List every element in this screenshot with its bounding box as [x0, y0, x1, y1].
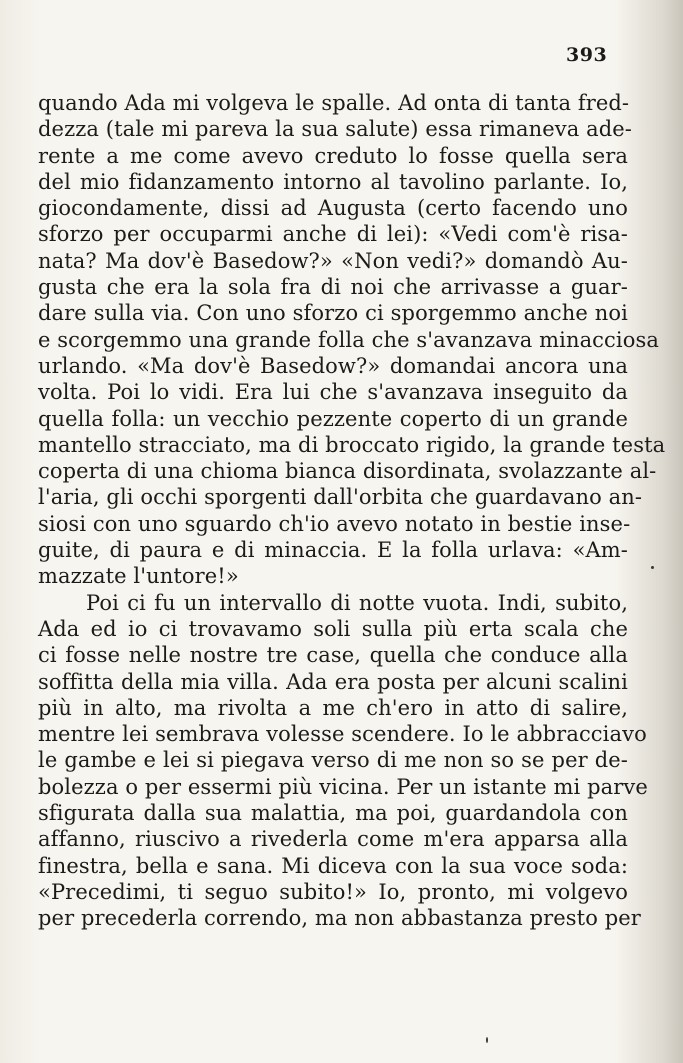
text-line: guite, di paura e di minaccia. E la folla urlava: «Am-: [38, 538, 628, 563]
text-line: giocondamente, dissi ad Augusta (certo facendo uno: [38, 196, 628, 221]
text-line: mantello stracciato, ma di broccato rigido, la grande testa: [38, 432, 666, 457]
text-line-paragraph-start: Poi ci fu un intervallo di notte vuota. Indi, subito,: [86, 590, 628, 615]
text-line: urlando. «Ma dov'è Basedow?» domandai ancora una: [38, 353, 628, 378]
text-line: soffitta della mia villa. Ada era posta per alcuni scalini: [38, 669, 628, 694]
text-line: affanno, riuscivo a rivederla come m'era apparsa alla: [38, 827, 628, 852]
text-line: «Precedimi, ti seguo subito!» Io, pronto, mi volgevo: [38, 879, 628, 904]
text-line: finestra, bella e sana. Mi diceva con la sua voce soda:: [38, 853, 628, 878]
text-line: sforzo per occuparmi anche di lei): «Vedi com'è risa-: [38, 222, 628, 247]
text-line: nata? Ma dov'è Basedow?» «Non vedi?» domandò Au-: [38, 248, 628, 273]
text-line: sfigurata dalla sua malattia, ma poi, guardandola con: [38, 801, 628, 826]
text-line: rente a me come avevo creduto lo fosse quella sera: [38, 143, 628, 168]
scan-speck: [486, 1037, 488, 1043]
text-line: coperta di una chioma bianca disordinata, svolazzante al-: [38, 459, 657, 484]
text-line: e scorgemmo una grande folla che s'avanzava minacciosa: [38, 327, 659, 352]
text-line: del mio fidanzamento intorno al tavolino parlante. Io,: [38, 169, 628, 194]
text-line: quella folla: un vecchio pezzente coperto di un grande: [38, 406, 628, 431]
text-line: ci fosse nelle nostre tre case, quella che conduce alla: [38, 643, 628, 668]
text-line: dezza (tale mi pareva la sua salute) essa rimaneva ade-: [38, 117, 633, 142]
text-line: siosi con uno sguardo ch'io avevo notato in bestie inse-: [38, 511, 631, 536]
text-line: bolezza o per essermi più vicina. Per un istante mi parve: [38, 774, 648, 799]
text-line-paragraph-end: mazzate l'untore!»: [38, 564, 239, 589]
text-line: dare sulla via. Con uno sforzo ci sporgemmo anche noi: [38, 301, 628, 326]
text-line: mentre lei sembrava volesse scendere. Io le abbracciavo: [38, 722, 647, 747]
text-line: le gambe e lei si piegava verso di me non so se per de-: [38, 748, 628, 773]
body-text: [38, 90, 666, 932]
text-line: gusta che era la sola fra di noi che arrivasse a guar-: [38, 275, 628, 300]
text-line: volta. Poi lo vidi. Era lui che s'avanzava inseguito da: [38, 380, 628, 405]
page-number: 393: [566, 44, 608, 66]
text-line: per precederla correndo, ma non abbastanza presto per: [38, 906, 641, 931]
text-line: Ada ed io ci trovavamo soli sulla più erta scala che: [38, 616, 628, 641]
text-line: l'aria, gli occhi sporgenti dall'orbita che guardavano an-: [38, 485, 643, 510]
text-line: più in alto, ma rivolta a me ch'ero in atto di salire,: [38, 695, 628, 720]
text-line: quando Ada mi volgeva le spalle. Ad onta di tanta fred-: [38, 91, 630, 115]
scan-speck: [651, 566, 654, 569]
